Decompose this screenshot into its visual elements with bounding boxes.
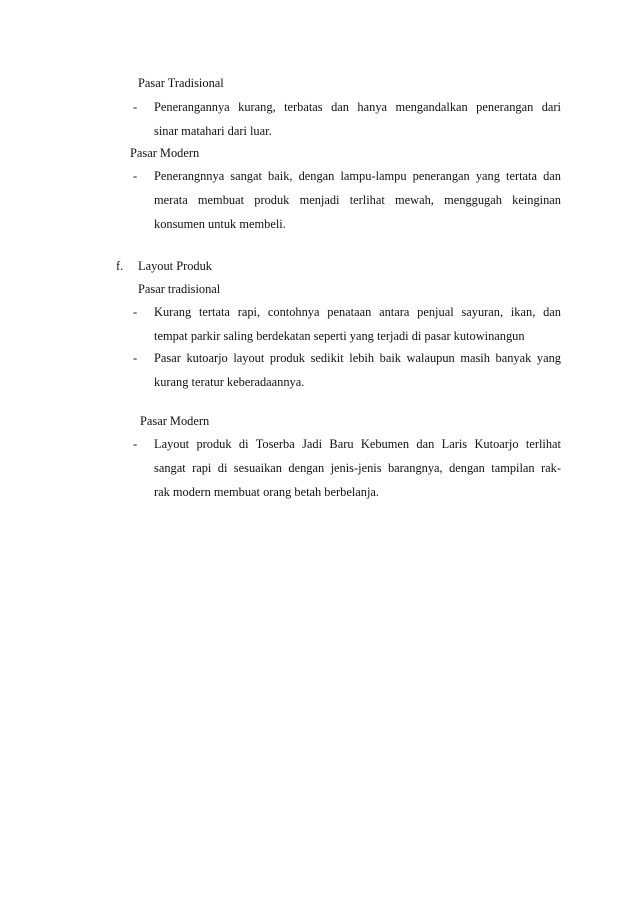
bullet-dash: - [133, 351, 138, 365]
text-line: Layout produk di Toserba Jadi Baru Kebumen dan Laris Kutoarjo terlihat [154, 437, 561, 451]
text-line: kurang teratur keberadaannya. [154, 375, 305, 389]
heading-pasar-tradisional-f: Pasar tradisional [138, 282, 221, 296]
list-item-penerangan-modern [154, 168, 561, 240]
list-item-pasar-kutoarjo [154, 350, 561, 398]
list-item-penerangan-tradisional [154, 99, 561, 147]
text-line: sinar matahari dari luar. [154, 124, 272, 138]
heading-pasar-modern: Pasar Modern [130, 146, 200, 160]
bullet-dash: - [133, 305, 138, 319]
text-line: Kurang tertata rapi, contohnya penataan antara penjual sayuran, ikan, dan [154, 305, 561, 319]
heading-pasar-modern-f: Pasar Modern [140, 414, 210, 428]
bullet-dash: - [133, 100, 138, 114]
text-line: Penerangnnya sangat baik, dengan lampu-lampu penerangan yang tertata dan [154, 169, 561, 183]
section-letter: f. [116, 259, 124, 273]
text-line: merata membuat produk menjadi terlihat mewah, menggugah keinginan [154, 193, 561, 207]
list-item-kurang-tertata [154, 304, 561, 352]
section-title-layout-produk: Layout Produk [138, 259, 212, 273]
bullet-dash: - [133, 169, 138, 183]
bullet-dash: - [133, 437, 138, 451]
text-line: Penerangannya kurang, terbatas dan hanya mengandalkan penerangan dari [154, 100, 561, 114]
list-item-layout-toserba [154, 436, 561, 508]
text-line: tempat parkir saling berdekatan seperti yang terjadi di pasar kutowinangun [154, 329, 525, 343]
text-line: sangat rapi di sesuaikan dengan jenis-jenis barangnya, dengan tampilan rak- [154, 461, 561, 475]
heading-pasar-tradisional: Pasar Tradisional [138, 76, 224, 90]
text-line: konsumen untuk membeli. [154, 217, 286, 231]
text-line: Pasar kutoarjo layout produk sedikit lebih baik walaupun masih banyak yang [154, 351, 561, 365]
text-line: rak modern membuat orang betah berbelanja. [154, 485, 380, 499]
